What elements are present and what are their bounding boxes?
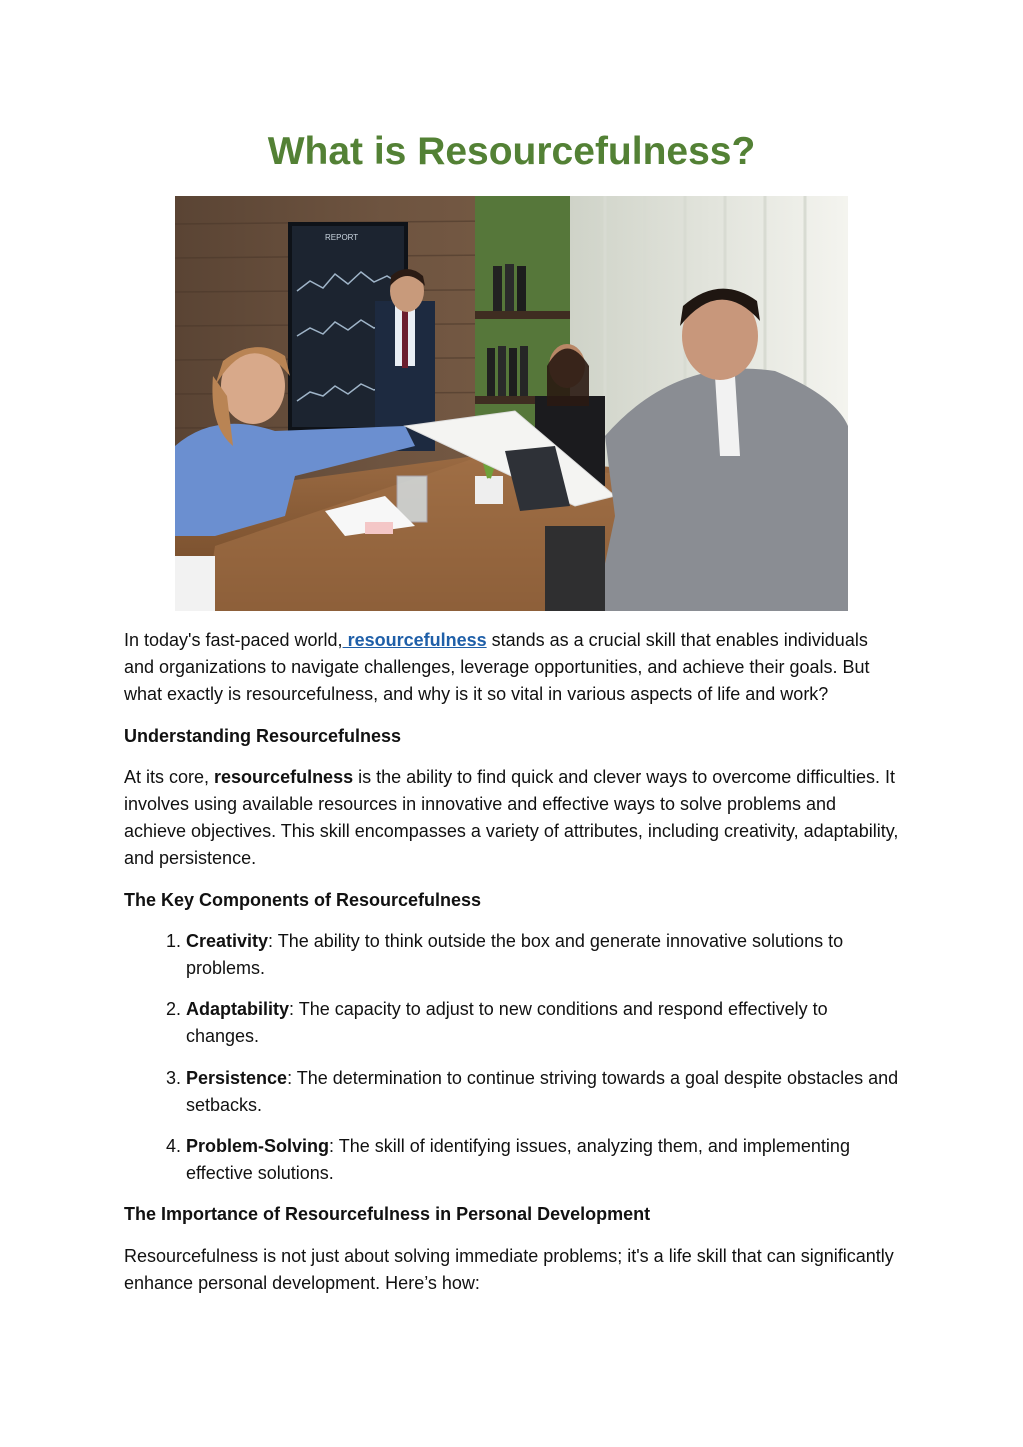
paragraph-text: is the ability to find quick and clever ways to overcome difficulties. It involves using available resources in innovative and effective ways to solve problems and achieve objectives. This skill encompasses a variety of attributes, including creativity, adaptability, and persistence. bbox=[124, 766, 899, 869]
monitor-text: REPORT bbox=[325, 233, 359, 242]
intro-text-end: stands as a crucial skill that enables individuals and organizations to navigate challenges, leverage opportunities, and achieve their goals. But what exactly is resourcefulness, and why is it so vital in various aspects of life and work? bbox=[124, 630, 870, 705]
list-item-desc: : The capacity to adjust to new conditions and respond effectively to changes. bbox=[186, 999, 828, 1047]
list-item-term: Persistence bbox=[186, 1067, 288, 1088]
list-item bbox=[186, 996, 899, 1050]
components-list bbox=[124, 928, 899, 1188]
page-title: What is Resourcefulness? bbox=[267, 130, 756, 173]
intro-paragraph bbox=[124, 627, 899, 709]
list-item bbox=[186, 1065, 899, 1119]
list-item-term: Adaptability bbox=[186, 999, 290, 1020]
article-body bbox=[124, 627, 899, 1311]
section-heading-understanding: Understanding Resourcefulness bbox=[124, 725, 402, 746]
section-heading-importance: The Importance of Resourcefulness in Personal Development bbox=[124, 1204, 651, 1225]
list-item-desc: : The skill of identifying issues, analyzing them, and implementing effective solutions. bbox=[186, 1136, 850, 1184]
intro-text-start: In today's fast-paced world, bbox=[124, 630, 343, 650]
understanding-paragraph bbox=[124, 764, 899, 873]
list-item-desc: : The ability to think outside the box and generate innovative solutions to problems. bbox=[186, 930, 844, 979]
paragraph-text: At its core, bbox=[124, 766, 215, 787]
bold-term: resourcefulness bbox=[214, 766, 354, 787]
importance-paragraph: Resourcefulness is not just about solving immediate problems; it's a life skill that can significantly enhance personal development. Here’s how: bbox=[124, 1245, 894, 1293]
list-item-desc: : The determination to continue striving towards a goal despite obstacles and setbacks. bbox=[186, 1067, 899, 1115]
meeting-photo bbox=[175, 196, 848, 611]
list-item-term: Creativity bbox=[186, 930, 269, 951]
list-item-term: Problem-Solving bbox=[186, 1136, 330, 1157]
list-item bbox=[186, 928, 899, 982]
section-heading-components: The Key Components of Resourcefulness bbox=[124, 889, 482, 910]
resourcefulness-link[interactable]: resourcefulness bbox=[342, 630, 487, 650]
list-item bbox=[186, 1133, 899, 1187]
